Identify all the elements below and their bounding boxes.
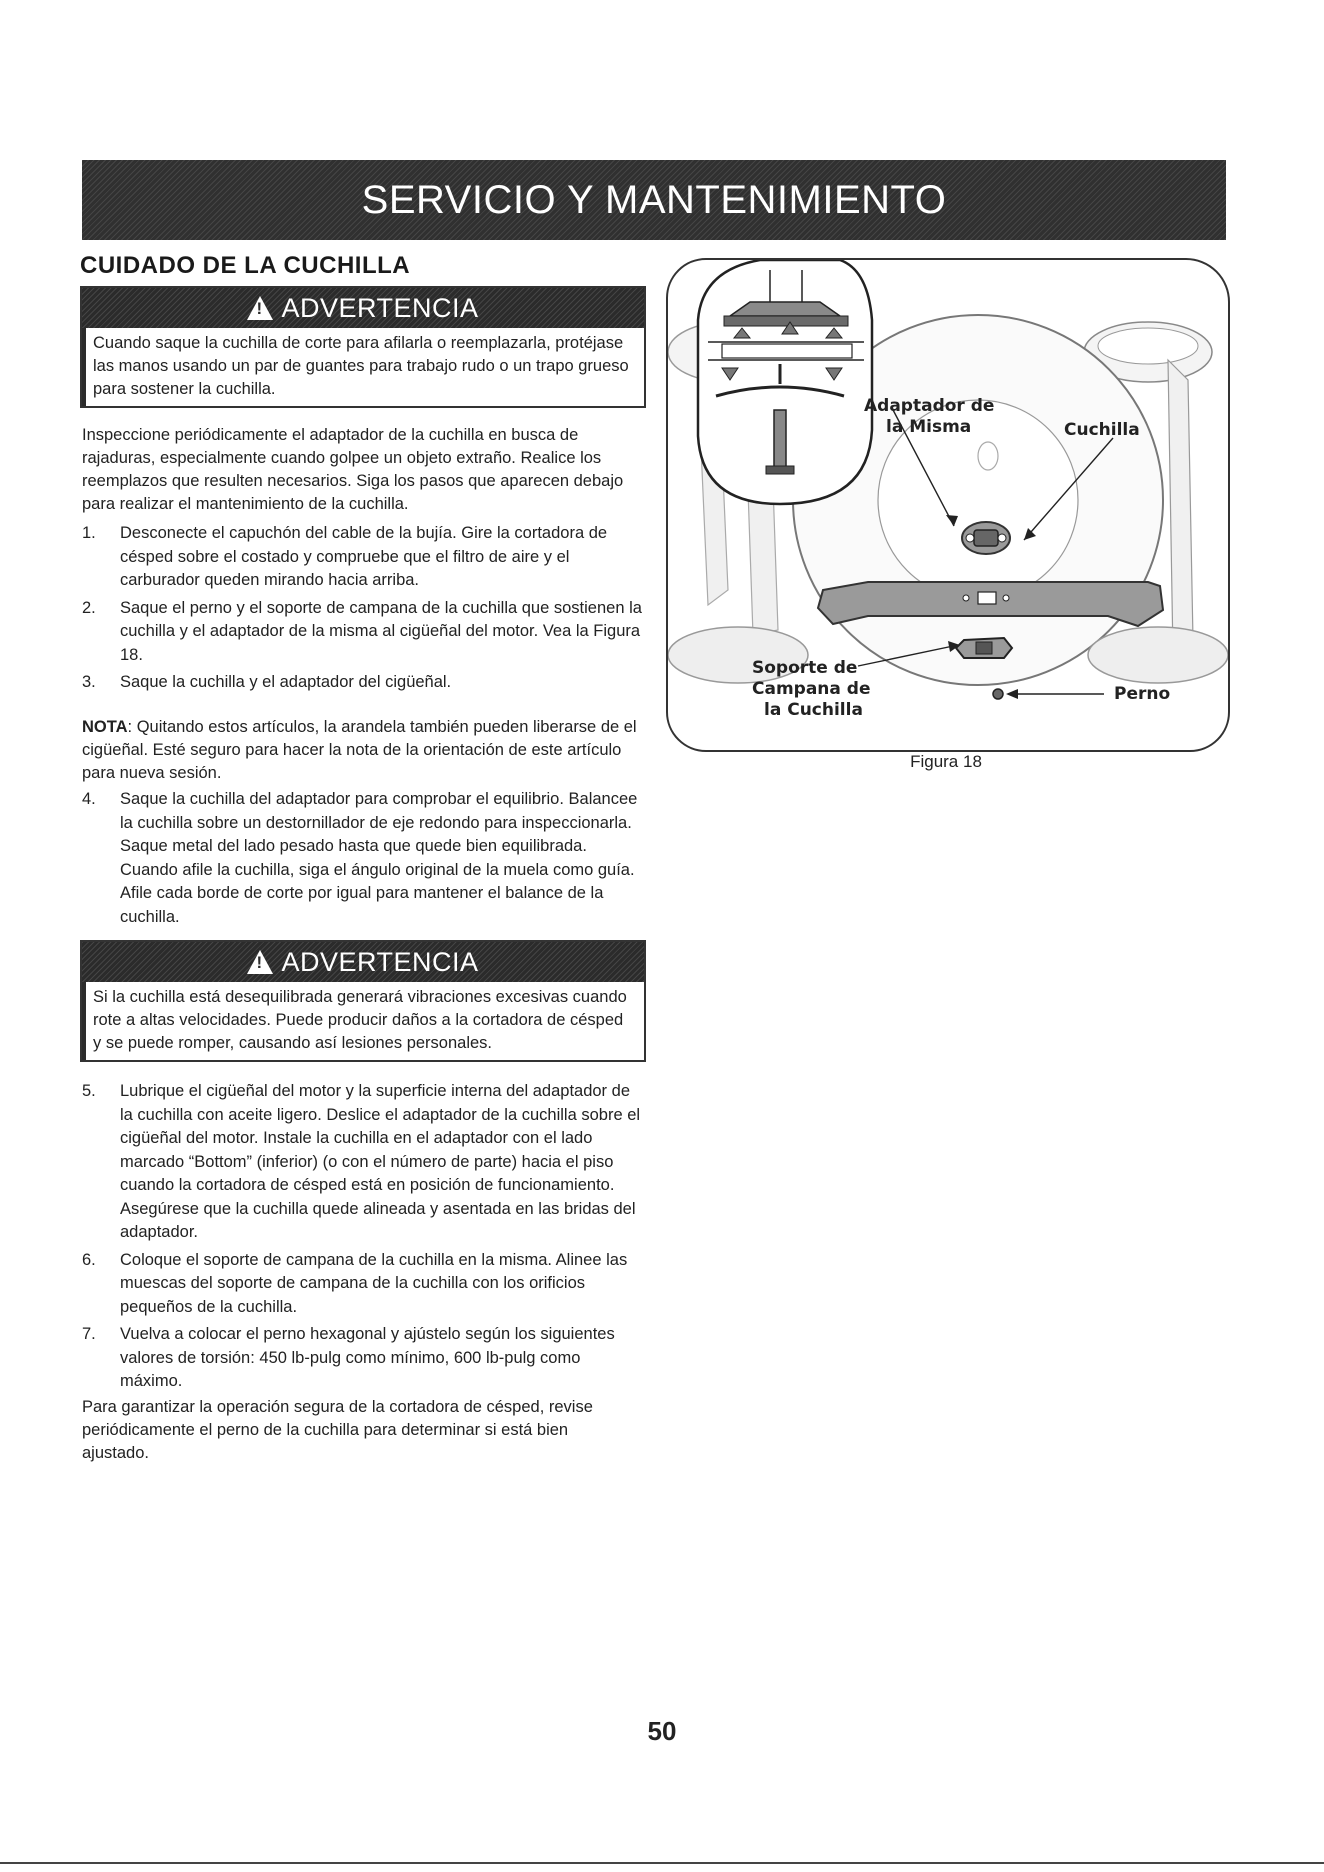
section-banner: SERVICIO Y MANTENIMIENTO	[82, 160, 1226, 240]
step-item	[82, 1249, 642, 1320]
step-item	[82, 522, 642, 593]
warning-title: ADVERTENCIA	[281, 292, 479, 323]
step-item	[82, 1080, 642, 1245]
warning-line: y se puede romper, causando así lesiones personales.	[93, 1034, 492, 1052]
label-adapter-line: la Misma	[886, 417, 972, 437]
label-bell-support-line: Soporte de	[752, 658, 858, 678]
label-bell-support	[752, 658, 871, 721]
warning-header	[82, 288, 644, 328]
warning-line: Si la cuchilla está desequilibrada generará vibraciones excesivas cuando	[93, 988, 627, 1006]
step-text: Desconecte el capuchón del cable de la bujía. Gire la cortadora de césped sobre el costado y compruebe que el filtro de aire y el carburador queden mirando hacia arriba.	[120, 524, 608, 589]
warning-title: ADVERTENCIA	[281, 946, 479, 977]
label-adapter	[864, 396, 994, 438]
bolt-icon	[993, 689, 1003, 699]
bottom-rule	[0, 1862, 1324, 1864]
steps-list-a	[82, 522, 642, 699]
label-bolt: Perno	[1114, 684, 1171, 704]
blade-adapter-icon	[962, 522, 1010, 554]
step-text: Saque la cuchilla del adaptador para comprobar el equilibrio. Balancee la cuchilla sobre un destornillador de eje redondo para inspeccionarla. Saque metal del lado pesado hasta que quede bien equilibrada. Cuando afile la cuchilla, siga el ángulo original de la muela como guía. Afile cada borde de corte por igual para mantener el balance de la cuchilla.	[120, 790, 638, 926]
section-title: CUIDADO DE LA CUCHILLA	[80, 252, 411, 279]
step-number: 2.	[82, 598, 96, 617]
warning-box	[80, 940, 646, 1062]
warning-box	[80, 286, 646, 408]
note-label: NOTA	[82, 718, 128, 736]
page-number: 50	[647, 1716, 677, 1746]
warning-header	[82, 942, 644, 982]
blade-bell-support-icon	[956, 638, 1012, 658]
step-text: Vuelva a colocar el perno hexagonal y ajústelo según los siguientes valores de torsión: 450 lb-pulg como mínimo, 600 lb-pulg como máximo.	[120, 1325, 615, 1390]
note-paragraph	[82, 716, 638, 785]
intro-line: rajaduras, especialmente cuando golpee un objeto extraño. Realice los	[82, 449, 602, 467]
warning-line: rote a altas velocidades. Puede producir daños a la cortadora de césped	[93, 1011, 624, 1029]
label-bell-support-line: la Cuchilla	[764, 700, 863, 720]
step-item	[82, 671, 642, 695]
label-blade: Cuchilla	[1064, 420, 1140, 440]
intro-line: para realizar el mantenimiento de la cuchilla.	[82, 495, 409, 513]
step-item	[82, 597, 642, 668]
note-text: : Quitando estos artículos, la arandela también pueden liberarse de el cigüeñal. Esté seguro para hacer la nota de la orientación de este artículo para nueva sesión.	[82, 718, 637, 782]
step-number: 5.	[82, 1082, 96, 1100]
step-number: 4.	[82, 790, 96, 808]
step-text: Saque la cuchilla y el adaptador del cigüeñal.	[120, 673, 452, 691]
step-text: Coloque el soporte de campana de la cuchilla en la misma. Alinee las muescas del soporte de campana de la cuchilla con los orificios pequeños de la cuchilla.	[120, 1250, 628, 1316]
step-item	[82, 788, 642, 929]
closing-paragraph: Para garantizar la operación segura de la cortadora de césped, revise periódicamente el perno de la cuchilla para determinar si está bien ajustado.	[82, 1398, 593, 1462]
steps-list-c	[82, 1080, 642, 1398]
figure-18	[666, 258, 1230, 752]
steps-list-b	[82, 788, 642, 933]
warning-triangle-icon	[247, 296, 273, 320]
step-number: 7.	[82, 1325, 96, 1343]
warning-line: Cuando saque la cuchilla de corte para afilarla o reemplazarla, protéjase	[93, 334, 624, 352]
warning-triangle-icon	[247, 950, 273, 974]
step-text: Lubrique el cigüeñal del motor y la superficie interna del adaptador de la cuchilla con aceite ligero. Deslice el adaptador de la cuchilla sobre el cigüeñal del motor. Instale la cuchilla en el adaptador con el lado marcado “Bottom” (inferior) (o con el número de parte) hacia el piso cuando la cortadora de césped está en posición de funcionamiento. Asegúrese que la cuchilla quede alineada y asentada en las bridas del adaptador.	[120, 1082, 641, 1241]
warning-text	[82, 982, 644, 1060]
intro-line: Inspeccione periódicamente el adaptador de la cuchilla en busca de	[82, 426, 579, 444]
step-item	[82, 1323, 642, 1394]
label-adapter-line: Adaptador de	[864, 396, 995, 416]
label-bell-support-line: Campana de	[752, 679, 871, 699]
intro-paragraph	[82, 424, 638, 516]
step-text: Saque el perno y el soporte de campana de la cuchilla que sostienen la cuchilla y el adaptador de la misma al cigüeñal del motor. Vea la Figura 18.	[120, 598, 642, 664]
warning-line: para sostener la cuchilla.	[93, 380, 276, 398]
figure-caption: Figura 18	[910, 752, 982, 771]
adapter-detail-inset-icon	[698, 260, 872, 504]
warning-text	[82, 328, 644, 406]
step-number: 3.	[82, 673, 96, 691]
intro-line: reemplazos que resulten necesarios. Siga los pasos que aparecen debajo	[82, 472, 624, 490]
warning-line: las manos usando un par de guantes para trabajo rudo o un trapo grueso	[93, 357, 629, 375]
step-number: 1.	[82, 524, 96, 542]
step-number: 6.	[82, 1250, 96, 1269]
